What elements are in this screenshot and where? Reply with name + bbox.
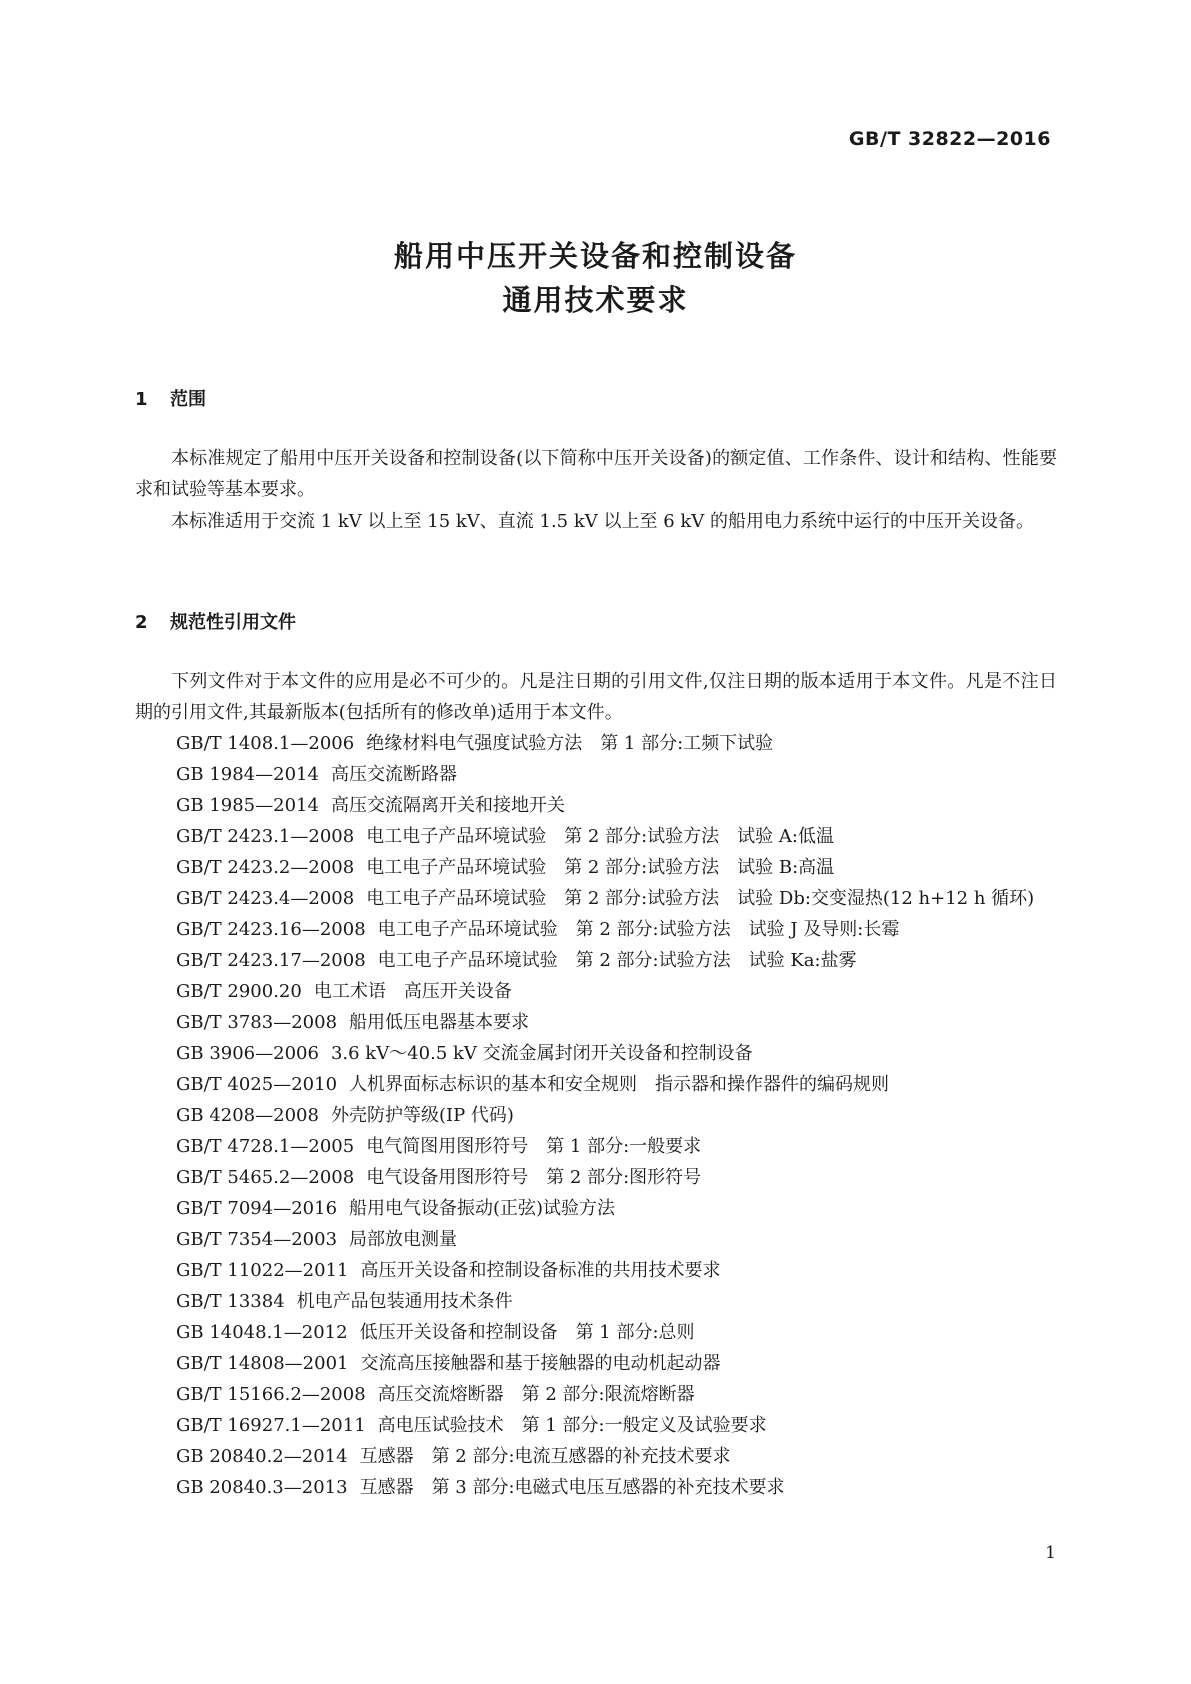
reference-item [135,1224,1057,1255]
reference-item [135,1317,1057,1348]
reference-item [135,1038,1057,1069]
reference-item [135,945,1057,976]
reference-code: GB/T 2423.2—2008 [176,857,355,878]
section-2-paragraph-1: 下列文件对于本文件的应用是必不可少的。凡是注日期的引用文件,仅注日期的版本适用于本文件。凡是不注日期的引用文件,其最新版本(包括所有的修改单)适用于本文件。 [135,671,1057,723]
section-1-paragraph-2: 本标准适用于交流 1 kV 以上至 15 kV、直流 1.5 kV 以上至 6 kV 的船用电力系统中运行的中压开关设备。 [171,511,1034,532]
reference-title: 人机界面标志标识的基本和安全规则 指示器和操作器件的编码规则 [349,1074,890,1095]
reference-code: GB/T 1408.1—2006 [176,733,355,754]
reference-title: 电气简图用图形符号 第 1 部分:一般要求 [366,1136,702,1157]
reference-code: GB 1985—2014 [176,795,319,816]
reference-title: 低压开关设备和控制设备 第 1 部分:总则 [359,1322,695,1343]
reference-title: 电工电子产品环境试验 第 2 部分:试验方法 试验 J 及导则:长霉 [377,919,900,940]
reference-code: GB 20840.2—2014 [176,1446,348,1467]
reference-title: 高压交流熔断器 第 2 部分:限流熔断器 [377,1384,695,1405]
reference-code: GB/T 7094—2016 [176,1198,338,1219]
reference-code: GB/T 2900.20 [176,981,302,1002]
section-1-heading [135,385,206,411]
section-number: 2 [135,612,148,633]
reference-title: 高电压试验技术 第 1 部分:一般定义及试验要求 [377,1415,767,1436]
reference-code: GB/T 3783—2008 [176,1012,338,1033]
reference-title: 电工电子产品环境试验 第 2 部分:试验方法 试验 Db:交变湿热(12 h+12 h 循环) [366,888,1035,909]
reference-title: 机电产品包装通用技术条件 [296,1291,513,1312]
document-title-line2: 通用技术要求 [502,283,689,317]
reference-code: GB/T 2423.16—2008 [176,919,366,940]
reference-code: GB/T 16927.1—2011 [176,1415,366,1436]
reference-title: 电工电子产品环境试验 第 2 部分:试验方法 试验 Ka:盐雾 [377,950,857,971]
reference-code: GB/T 13384 [176,1291,285,1312]
reference-item [135,1007,1057,1038]
reference-item [135,914,1057,945]
document-title-line1: 船用中压开关设备和控制设备 [393,239,797,273]
reference-code: GB 1984—2014 [176,764,319,785]
reference-item [135,759,1057,790]
reference-title: 交流高压接触器和基于接触器的电动机起动器 [360,1353,721,1374]
reference-item [135,821,1057,852]
reference-title: 3.6 kV～40.5 kV 交流金属封闭开关设备和控制设备 [330,1043,753,1064]
reference-code: GB/T 5465.2—2008 [176,1167,355,1188]
reference-title: 船用低压电器基本要求 [349,1012,530,1033]
reference-title: 高压交流隔离开关和接地开关 [330,795,565,816]
reference-item [135,1441,1057,1472]
normative-references-list [135,728,1057,1503]
reference-code: GB 20840.3—2013 [176,1477,348,1498]
reference-code: GB/T 15166.2—2008 [176,1384,366,1405]
reference-item [135,1100,1057,1131]
reference-item [135,1131,1057,1162]
reference-item [135,883,1057,914]
reference-item [135,976,1057,1007]
reference-code: GB/T 4025—2010 [176,1074,338,1095]
reference-item [135,728,1057,759]
reference-code: GB 3906—2006 [176,1043,319,1064]
reference-title: 电气设备用图形符号 第 2 部分:图形符号 [366,1167,702,1188]
reference-item [135,1379,1057,1410]
reference-title: 互感器 第 3 部分:电磁式电压互感器的补充技术要求 [359,1477,785,1498]
reference-title: 高压交流断路器 [330,764,457,785]
reference-item [135,1255,1057,1286]
reference-title: 船用电气设备振动(正弦)试验方法 [349,1198,616,1219]
reference-title: 局部放电测量 [349,1229,458,1250]
reference-item [135,790,1057,821]
section-number: 1 [135,389,148,410]
reference-code: GB/T 2423.17—2008 [176,950,366,971]
reference-code: GB/T 7354—2003 [176,1229,338,1250]
standard-code: GB/T 32822—2016 [848,128,1051,150]
reference-item [135,1193,1057,1224]
reference-code: GB/T 14808—2001 [176,1353,349,1374]
reference-item [135,1069,1057,1100]
section-1-paragraph-1: 本标准规定了船用中压开关设备和控制设备(以下简称中压开关设备)的额定值、工作条件、设计和结构、性能要求和试验等基本要求。 [135,448,1057,500]
reference-item [135,1162,1057,1193]
reference-title: 互感器 第 2 部分:电流互感器的补充技术要求 [359,1446,731,1467]
reference-title: 电工电子产品环境试验 第 2 部分:试验方法 试验 B:高温 [366,857,835,878]
reference-title: 绝缘材料电气强度试验方法 第 1 部分:工频下试验 [366,733,774,754]
reference-code: GB/T 2423.4—2008 [176,888,355,909]
page-number: 1 [1045,1543,1056,1563]
reference-item [135,1348,1057,1379]
reference-code: GB/T 11022—2011 [176,1260,349,1281]
section-title: 规范性引用文件 [170,612,296,633]
reference-title: 外壳防护等级(IP 代码) [330,1105,514,1126]
reference-code: GB/T 4728.1—2005 [176,1136,355,1157]
reference-code: GB 14048.1—2012 [176,1322,348,1343]
section-title: 范围 [170,389,206,410]
reference-code: GB 4208—2008 [176,1105,319,1126]
reference-item [135,1410,1057,1441]
reference-title: 电工电子产品环境试验 第 2 部分:试验方法 试验 A:低温 [366,826,834,847]
reference-title: 高压开关设备和控制设备标准的共用技术要求 [360,1260,721,1281]
reference-title: 电工术语 高压开关设备 [313,981,512,1002]
reference-code: GB/T 2423.1—2008 [176,826,355,847]
section-2-heading [135,608,296,634]
reference-item [135,1286,1057,1317]
reference-item [135,852,1057,883]
reference-item [135,1472,1057,1503]
